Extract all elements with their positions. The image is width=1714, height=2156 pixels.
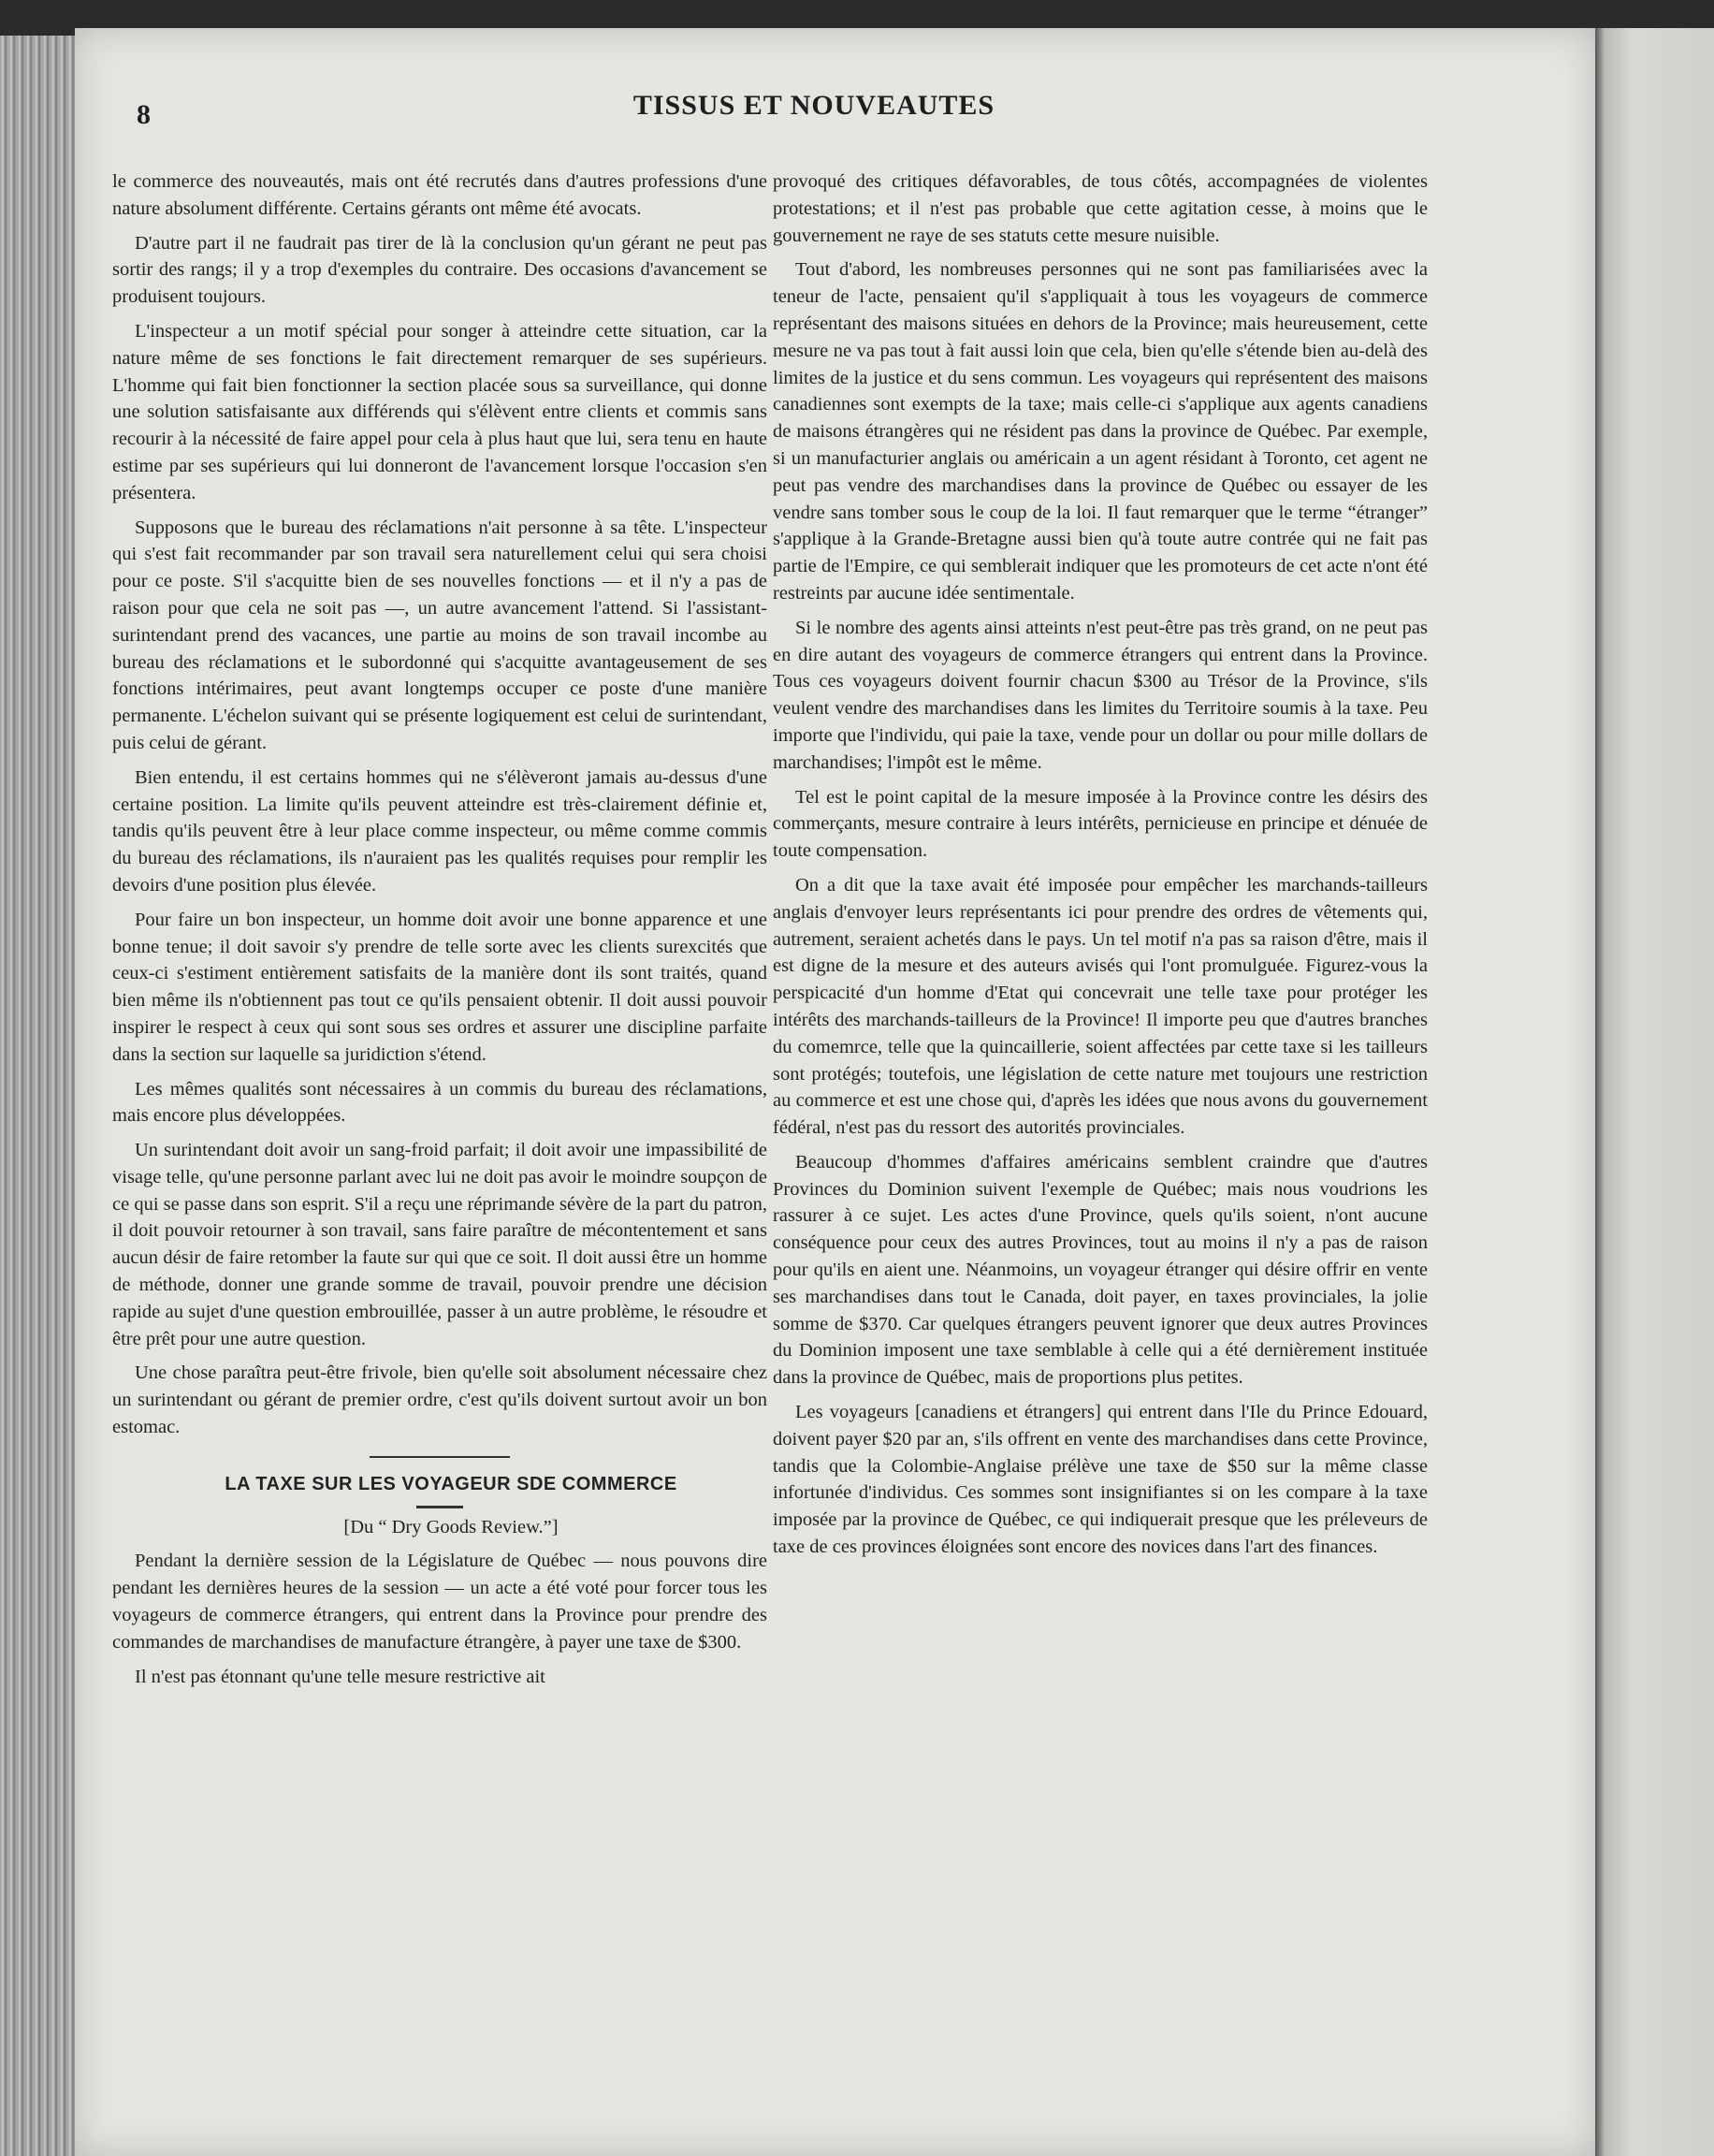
section-divider bbox=[370, 1456, 510, 1458]
left-column bbox=[112, 168, 767, 1697]
book-page-edges bbox=[0, 36, 75, 2156]
paragraph: Beaucoup d'hommes d'affaires américains semblent craindre que d'autres Provinces du Dominion suivent l'exemple de Québec; mais nous voudrions les rassurer à ce sujet. Les actes d'une Province, quels qu'ils soient, n'ont aucune conséquence pour ceux des autres Provinces, tout au moins il n'y a pas de raison pour qu'ils en aient une. Néanmoins, un voyageur étranger qui désire offrir en vente ses marchandises dans tout le Canada, doit payer, en taxes provinciales, la jolie somme de $370. Car quelques étrangers peuvent ignorer que deux autres Provinces du Dominion imposent une taxe semblable à celle qui a été dernièrement instituée dans la province de Québec, mais de proportions plus petites. bbox=[773, 1151, 1428, 1389]
section-source: [Du “ Dry Goods Review.”] bbox=[343, 1516, 559, 1537]
right-column bbox=[773, 168, 1428, 1568]
running-title: TISSUS ET NOUVEAUTES bbox=[632, 90, 995, 121]
paragraph: Tout d'abord, les nombreuses personnes qui ne sont pas familiarisées avec la teneur de l'acte, pensaient qu'il s'appliquait à tous les voyageurs de commerce représentant des maisons situées en dehors de la Province; mais heureusement, cette mesure ne va pas tout à fait aussi loin que cela, bien qu'elle s'étende bien au-delà des limites de la justice et du sens commun. Les voyageurs qui représentent des maisons canadiennes sont exempts de la taxe; mais celle-ci s'applique aux agents canadiens de maisons étrangères qui ne résident pas dans la province de Québec. Par exemple, si un manufacturier anglais ou américain a un agent résidant à Toronto, cet agent ne peut pas vendre des marchandises dans la province de Québec ou essayer de les vendre sans tomber sous le coup de la loi. Il faut remarquer que le terme “étranger” s'applique à la Grande-Bretagne aussi bien qu'à toute autre contrée qui ne fait pas partie de l'Empire, ce qui semblerait indiquer que les promoteurs de cet acte n'ont été restreints par aucune idée sentimentale. bbox=[773, 259, 1428, 604]
paragraph: Bien entendu, il est certains hommes qui ne s'élèveront jamais au-dessus d'une certaine position. La limite qu'ils peuvent atteindre est très-clairement définie et, tandis qu'ils peuvent être à leur place comme inspecteur, ou même comme commis du bureau des réclamations, ils n'auraient pas les qualités requises pour remplir les devoirs d'une position plus élevée. bbox=[112, 766, 767, 896]
paragraph: Supposons que le bureau des réclamations n'ait personne à sa tête. L'inspecteur qui s'est fait recommander par son travail sera naturellement celui qui sera choisi pour ce poste. S'il s'acquitte bien de ses nouvelles fonctions — et il n'y a pas de raison pour que cela ne soit pas —, un autre avancement l'attend. Si l'assistant-surintendant prend des vacances, une partie au moins de son travail incombe au bureau des réclamations et le subordonné qui s'acquitte avantageusement de ses fonctions intérimaires, peut avant longtemps occuper ce poste d'une manière permanente. L'échelon suivant qui se présente logiquement est celui de surintendant, puis celui de gérant. bbox=[112, 517, 767, 753]
paragraph: Les voyageurs [canadiens et étrangers] qui entrent dans l'Ile du Prince Edouard, doivent payer $20 par an, s'ils offrent en vente des marchandises dans cette Province, tandis que la Colombie-Anglaise prélève une taxe de $50 sur la même classe infortunée d'individus. Ces sommes sont insignifiantes si on les compare à la taxe imposée par la province de Québec, ce qui indiquerait presque que les préleveurs de taxe de ces provinces éloignées sont encore des novices dans l'art des finances. bbox=[773, 1402, 1428, 1558]
paragraph: Une chose paraîtra peut-être frivole, bien qu'elle soit absolument nécessaire chez un surintendant ou gérant de premier ordre, c'est qu'ils doivent surtout avoir un bon estomac. bbox=[112, 1362, 767, 1438]
section-title: LA TAXE SUR LES VOYAGEUR SDE COMMERCE bbox=[225, 1473, 677, 1494]
facing-page-edge bbox=[1595, 28, 1714, 2156]
paragraph: Pendant la dernière session de la Législature de Québec — nous pouvons dire pendant les dernières heures de la session — un acte a été voté pour forcer tous les voyageurs de commerce étrangers, qui entrent dans la Province pour prendre des commandes de marchandises de manufacture étrangère, à payer une taxe de $300. bbox=[112, 1551, 767, 1653]
page-number: 8 bbox=[137, 99, 151, 130]
paragraph: L'inspecteur a un motif spécial pour songer à atteindre cette situation, car la nature même de ses fonctions le fait directement remarquer de ses supérieurs. L'homme qui fait bien fonctionner la section placée sous sa surveillance, qui donne une solution satisfaisante aux différends qui s'élèvent entre clients et commis sans recourir à la nécessité de faire appel pour cela à plus haut que lui, sera tenu en haute estime par ses supérieurs qui lui donneront de l'avancement lorsque l'occasion s'en présentera. bbox=[112, 320, 767, 503]
title-underline bbox=[416, 1506, 463, 1508]
paragraph: On a dit que la taxe avait été imposée pour empêcher les marchands-tailleurs anglais d'envoyer leurs représentants ici pour prendre des ordres de vêtements qui, autrement, seraient achetés dans le pays. Un tel motif n'a pas sa raison d'être, mais il est digne de la mesure et des auteurs avisés qui l'ont promulguée. Figurez-vous la perspicacité d'un homme d'Etat qui concevrait une telle taxe pour protéger les intérêts des marchands-tailleurs de la Province! Il importe peu que d'autres branches du comemrce, telle que la quincaillerie, soient affectées par cette taxe si les tailleurs sont protégés; toutefois, une législation de cette nature met toujours une restriction au commerce et est une chose qui, d'après les idées que nous avons du gouvernement fédéral, n'est pas du ressort des autorités provinciales. bbox=[773, 874, 1428, 1139]
paragraph: Les mêmes qualités sont nécessaires à un commis du bureau des réclamations, mais encore plus développées. bbox=[112, 1078, 767, 1127]
paragraph: Tel est le point capital de la mesure imposée à la Province contre les désirs des commerçants, mesure contraire à leurs intérêts, pernicieuse en principe et dénuée de toute compensation. bbox=[773, 786, 1428, 862]
paragraph: Si le nombre des agents ainsi atteints n'est peut-être pas très grand, on ne peut pas en dire autant des voyageurs de commerce étrangers qui entrent dans la Province. Tous ces voyageurs doivent fournir chacun $300 au Trésor de la Province, s'ils veulent vendre des marchandises dans les limites du Territoire soumis à la taxe. Peu importe que l'individu, qui paie la taxe, vende pour un dollar ou pour mille dollars de marchandises; l'impôt est le même. bbox=[773, 617, 1428, 773]
paragraph: provoqué des critiques défavorables, de tous côtés, accompagnées de violentes protestations; et il n'est pas probable que cette agitation cesse, à moins que le gouvernement ne raye de ses statuts cette mesure nuisible. bbox=[773, 171, 1428, 246]
paragraph: Pour faire un bon inspecteur, un homme doit avoir une bonne apparence et une bonne tenue; il doit savoir s'y prendre de telle sorte avec les clients surexcités que ceux-ci s'estiment entièrement satisfaits de la manière dont ils sont traités, quand bien même ils n'obtiennent pas tout ce qu'ils pensaient obtenir. Il doit aussi pouvoir inspirer le respect à ceux qui sont sous ses ordres et assurer une discipline parfaite dans la section sur laquelle sa juridiction s'étend. bbox=[112, 909, 767, 1065]
paragraph: D'autre part il ne faudrait pas tirer de là la conclusion qu'un gérant ne peut pas sortir des rangs; il y a trop d'exemples du contraire. Des occasions d'avancement se produisent toujours. bbox=[112, 232, 767, 308]
paragraph: le commerce des nouveautés, mais ont été recrutés dans d'autres professions d'une nature absolument différente. Certains gérants ont même été avocats. bbox=[112, 171, 767, 219]
paragraph: Il n'est pas étonnant qu'une telle mesure restrictive ait bbox=[135, 1666, 545, 1687]
paragraph: Un surintendant doit avoir un sang-froid parfait; il doit avoir une impassibilité de visage telle, qu'une personne parlant avec lui ne doit pas avoir le moindre soupçon de ce qui se passe dans son esprit. S'il a reçu une réprimande sévère de la part du patron, il doit pouvoir retourner à son travail, sans faire paraître de mécontentement et sans aucun désir de faire retomber la faute sur qui que ce soit. Il doit aussi être un homme de méthode, donner une grande somme de travail, pouvoir prendre une décision rapide au sujet d'une question embrouillée, passer à un autre problème, le résoudre et être prêt pour une autre question. bbox=[112, 1140, 767, 1349]
